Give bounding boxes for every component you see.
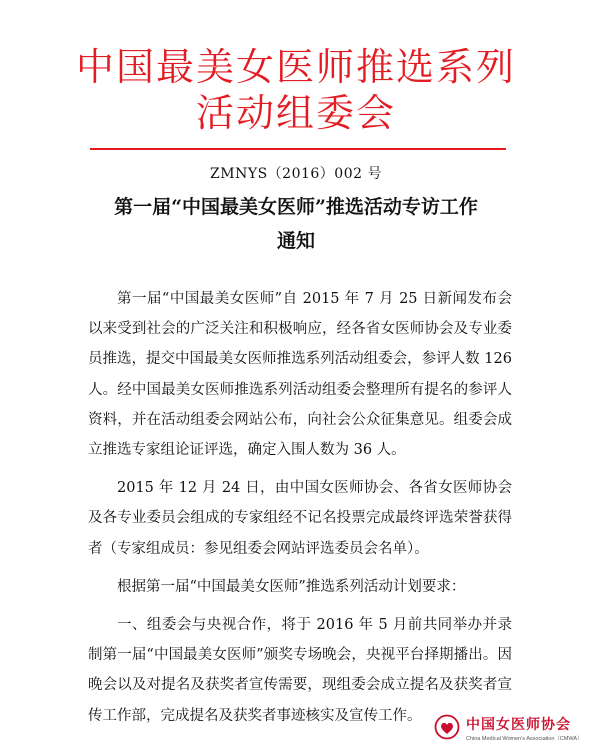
- letterhead-org-line-2: 活动组委会: [195, 91, 396, 135]
- letterhead-divider: [90, 148, 506, 150]
- letterhead-org-line-1: 中国最美女医师推选系列: [75, 45, 516, 89]
- document-body: [88, 284, 512, 739]
- cmwa-emblem-icon: [434, 714, 460, 740]
- body-paragraph-2: 2015 年 12 月 24 日，由中国女医师协会、各省女医师协会及各专业委员会组成的专家组经不记名投票完成最终评选荣誉获得者（专家组成员：参见组委会网站评选委员会名单）。: [88, 480, 512, 557]
- body-paragraph-1: 第一届“中国最美女医师”自 2015 年 7 月 25 日新闻发布会以来受到社会的广泛关注和积极响应，经各省女医师协会及专业委员推选，提交中国最美女医师推选系列活动组委会，参评人数 126 人。经中国最美女医师推选系列活动组委会整理所有提名的参评人资料，并在活动组委会网站公布，向社会公众征集意见。组委会成立推选专家组论证评选，确定入围人数为 36 人。: [88, 291, 512, 459]
- document-subtitle: 通知: [276, 230, 315, 252]
- cmwa-name-cn: 中国女医师协会: [466, 717, 571, 733]
- body-paragraph-3: 根据第一届“中国最美女医师”推选系列活动计划要求：: [117, 578, 466, 595]
- cmwa-name-en: China Medical Women's Association（CMWA）: [466, 736, 583, 742]
- document-number: ZMNYS（2016）002 号: [210, 166, 382, 182]
- cmwa-logo: [434, 712, 584, 746]
- body-paragraph-4: 一、组委会与央视合作，将于 2016 年 5 月前共同举办并录制第一届“中国最美女医师”颁奖专场晚会，央视平台择期播出。因晚会以及对提名及获奖者宣传需要，现组委会成立提名及获奖者宣传工作部，完成提名及获奖者事迹核实及宣传工作。: [88, 617, 512, 724]
- document-title: 第一届“中国最美女医师”推选活动专访工作: [114, 196, 478, 218]
